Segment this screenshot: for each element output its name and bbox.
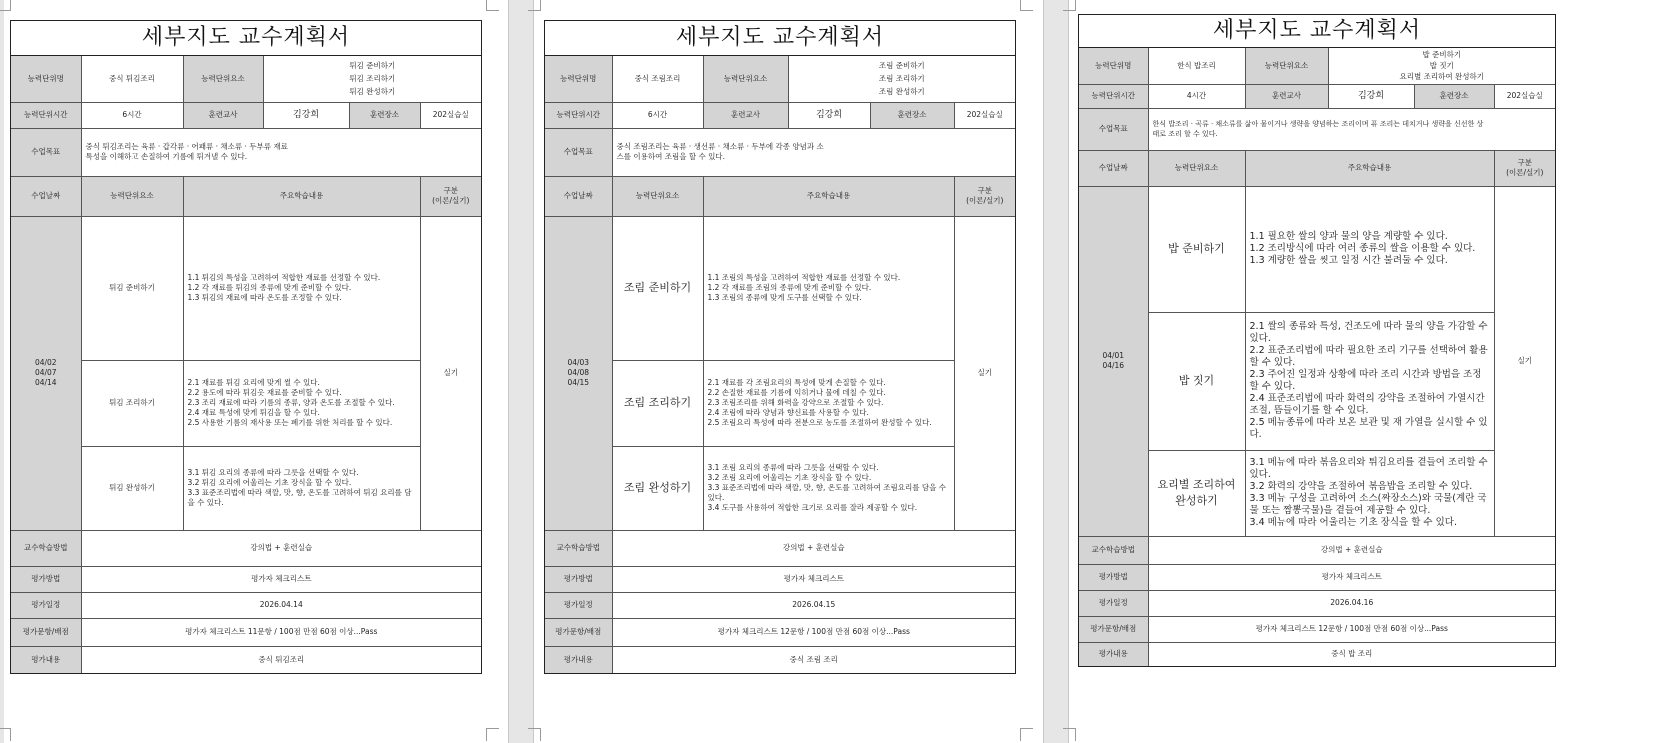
page-gutter (1043, 0, 1069, 743)
page-gutter (508, 0, 534, 743)
row-element: 튀김 완성하기 (81, 446, 183, 530)
category-value: 실기 (1494, 186, 1555, 536)
element-label: 능력단위요소 (1245, 48, 1328, 84)
eval-method-value: 평가자 체크리스트 (81, 566, 481, 592)
element-item: 조림 준비하기 (878, 61, 925, 71)
row-content: 1.1 필요한 쌀의 양과 물의 양을 계량할 수 있다. 1.2 조리방식에 따라 여러 종류의 쌀을 이용할 수 있다. 1.3 계량한 쌀을 씻고 일정 시간 불려둘 수 있다. (1245, 186, 1494, 312)
eval-date-label: 평가일정 (1079, 590, 1148, 616)
main-content-header: 주요학습내용 (183, 176, 420, 216)
unit-name-value: 한식 밥조리 (1148, 48, 1245, 84)
class-dates: 04/01 04/16 (1079, 186, 1148, 536)
eval-method-label: 평가방법 (1079, 564, 1148, 590)
element-label: 능력단위요소 (703, 56, 788, 102)
hours-label: 능력단위시간 (1079, 84, 1148, 108)
teaching-method-label: 교수학습방법 (11, 530, 81, 566)
element-item: 튀김 준비하기 (349, 61, 396, 71)
objective-label: 수업목표 (545, 128, 612, 176)
instructor-value: 김강희 (1328, 84, 1414, 108)
category-value: 실기 (420, 216, 481, 530)
instructor-label: 훈련교사 (703, 102, 788, 128)
eval-items-value: 평가자 체크리스트 12문항 / 100점 만점 60점 이상...Pass (1148, 616, 1555, 642)
hours-label: 능력단위시간 (545, 102, 612, 128)
place-label: 훈련장소 (349, 102, 420, 128)
teaching-method-value: 강의법 + 훈련실습 (1148, 536, 1555, 564)
eval-content-value: 중식 조림 조리 (612, 646, 1015, 673)
eval-method-label: 평가방법 (11, 566, 81, 592)
teaching-method-label: 교수학습방법 (545, 530, 612, 566)
objective-label: 수업목표 (11, 128, 81, 176)
place-label: 훈련장소 (870, 102, 954, 128)
row-content: 2.1 재료를 튀김 요리에 맞게 썰 수 있다. 2.2 용도에 따라 튀김옷 재료를 준비할 수 있다. 2.3 조리 재료에 따라 기름의 종류, 양과 온도를 조절할 수 있다. 2.4 재료 특성에 맞게 튀김을 할 수 있다. 2.5 사용한 기름의 재사용 또는 폐기를 위한 처리를 할 수 있다. (183, 360, 420, 446)
element-item: 튀김 조리하기 (349, 74, 396, 84)
row-content: 2.1 재료를 각 조림요리의 특성에 맞게 손질할 수 있다. 2.2 손질한 재료를 기름에 익히거나 물에 데칠 수 있다. 2.3 조림조리를 위해 화력을 강약으로 조절할 수 있다. 2.4 조림에 따라 양념과 향신료를 사용할 수 있다. 2.5 조림요리 특성에 따라 전분으로 농도를 조절하여 완성할 수 있다. (703, 360, 954, 446)
row-element: 조림 완성하기 (612, 446, 703, 530)
element-item: 조림 완성하기 (878, 87, 925, 97)
element-list (1328, 48, 1555, 84)
row-element: 요리별 조리하여 완성하기 (1148, 450, 1245, 536)
unit-name-label: 능력단위명 (11, 56, 81, 102)
eval-date-value: 2026.04.16 (1148, 590, 1555, 616)
eval-date-label: 평가일정 (545, 592, 612, 618)
category-value: 실기 (954, 216, 1015, 530)
element-list (788, 56, 1015, 102)
row-content: 1.1 조림의 특성을 고려하여 적합한 재료를 선정할 수 있다. 1.2 각 재료를 조림의 종류에 맞게 준비할 수 있다. 1.3 조림의 종류에 맞게 도구를 선택할 수 있다. (703, 216, 954, 360)
eval-items-label: 평가문항/배점 (1079, 616, 1148, 642)
row-content: 1.1 튀김의 특성을 고려하여 적합한 재료를 선정할 수 있다. 1.2 각 재료를 튀김의 종류에 맞게 준비할 수 있다. 1.3 튀김의 재료에 따라 온도를 조정할 수 있다. (183, 216, 420, 360)
element-header: 능력단위요소 (1148, 150, 1245, 186)
row-element: 튀김 조리하기 (81, 360, 183, 446)
document-title: 세부지도 교수계획서 (11, 21, 481, 56)
row-element: 조림 조리하기 (612, 360, 703, 446)
eval-date-value: 2026.04.14 (81, 592, 481, 618)
eval-date-label: 평가일정 (11, 592, 81, 618)
plan-frame (10, 20, 482, 674)
teaching-method-value: 강의법 + 훈련실습 (81, 530, 481, 566)
eval-items-label: 평가문항/배점 (11, 618, 81, 646)
row-content: 3.1 튀김 요리의 종류에 따라 그릇을 선택할 수 있다. 3.2 튀김 요리에 어울리는 기초 장식을 할 수 있다. 3.3 표준조리법에 따라 색깔, 맛, 향, 온도를 고려하여 튀김 요리를 담을 수 있다. (183, 446, 420, 530)
plan-frame (544, 20, 1016, 674)
eval-content-label: 평가내용 (545, 646, 612, 673)
instructor-label: 훈련교사 (1245, 84, 1328, 108)
row-element: 밥 준비하기 (1148, 186, 1245, 312)
place-value: 202실습실 (420, 102, 481, 128)
teaching-method-label: 교수학습방법 (1079, 536, 1148, 564)
row-content: 3.1 조림 요리의 종류에 따라 그릇을 선택할 수 있다. 3.2 조림 요리에 어울리는 기초 장식을 할 수 있다. 3.3 표준조리법에 따라 색깔, 맛, 향, 온도를 고려하여 조림요리를 담을 수 있다. 3.4 도구를 사용하여 적합한 크기로 요리를 잘라 제공할 수 있다. (703, 446, 954, 530)
eval-content-label: 평가내용 (11, 646, 81, 673)
plan-frame (1078, 14, 1556, 667)
hours-value: 4시간 (1148, 84, 1245, 108)
element-item: 밥 준비하기 (1422, 50, 1462, 60)
plan-table (545, 56, 1015, 673)
element-item: 요리별 조리하여 완성하기 (1399, 72, 1484, 82)
eval-date-value: 2026.04.15 (612, 592, 1015, 618)
element-header: 능력단위요소 (612, 176, 703, 216)
place-label: 훈련장소 (1414, 84, 1494, 108)
document-title: 세부지도 교수계획서 (545, 21, 1015, 56)
eval-items-label: 평가문항/배점 (545, 618, 612, 646)
objective-label: 수업목표 (1079, 108, 1148, 150)
class-dates: 04/03 04/08 04/15 (545, 216, 612, 530)
place-value: 202실습실 (954, 102, 1015, 128)
row-element: 튀김 준비하기 (81, 216, 183, 360)
eval-method-value: 평가자 체크리스트 (1148, 564, 1555, 590)
objective-text: 한식 밥조리 · 곡류 · 채소류를 삶아 물이거나 생략을 양념하는 조리이며 퓨 조리는 데치거나 생략을 신선한 상 태로 조리 할 수 있다. (1148, 108, 1555, 150)
category-header: 구분 (이론/실기) (1494, 150, 1555, 186)
hours-value: 6시간 (612, 102, 703, 128)
instructor-value: 김강희 (263, 102, 349, 128)
eval-items-value: 평가자 체크리스트 11문항 / 100점 만점 60점 이상...Pass (81, 618, 481, 646)
document-title: 세부지도 교수계획서 (1079, 15, 1555, 48)
place-value: 202실습실 (1494, 84, 1555, 108)
plan-table (11, 56, 481, 673)
eval-method-value: 평가자 체크리스트 (612, 566, 1015, 592)
hours-value: 6시간 (81, 102, 183, 128)
eval-content-value: 중식 튀김조리 (81, 646, 481, 673)
hours-label: 능력단위시간 (11, 102, 81, 128)
main-content-header: 주요학습내용 (1245, 150, 1494, 186)
instructor-value: 김강희 (788, 102, 870, 128)
row-element: 조림 준비하기 (612, 216, 703, 360)
row-content: 3.1 메뉴에 따라 볶음요리와 튀김요리를 곁들여 조리할 수 있다. 3.2 화력의 강약을 조절하여 볶음밥을 조리할 수 있다. 3.3 메뉴 구성을 고려하여 소스(짜장소스)와 국물(계란 국물 또는 짬뽕국물)을 곁들여 제공할 수 있다. 3.4 메뉴에 따라 어울리는 기초 장식을 할 수 있다. (1245, 450, 1494, 536)
element-item: 밥 짓기 (1429, 61, 1454, 71)
eval-content-value: 중식 밥 조리 (1148, 642, 1555, 666)
element-item: 튀김 완성하기 (349, 87, 396, 97)
class-date-label: 수업날짜 (11, 176, 81, 216)
eval-method-label: 평가방법 (545, 566, 612, 592)
unit-name-value: 중식 튀김조리 (81, 56, 183, 102)
element-label: 능력단위요소 (183, 56, 263, 102)
category-header: 구분 (이론/실기) (954, 176, 1015, 216)
class-dates: 04/02 04/07 04/14 (11, 216, 81, 530)
main-content-header: 주요학습내용 (703, 176, 954, 216)
objective-text: 중식 튀김조리는 육류 · 갑각류 · 어패류 · 채소류 · 두부류 재료 특성을 이해하고 손질하여 기름에 튀겨낼 수 있다. (81, 128, 481, 176)
eval-content-label: 평가내용 (1079, 642, 1148, 666)
document-page-1 (4, 0, 508, 743)
document-page-2 (534, 0, 1043, 743)
category-header: 구분 (이론/실기) (420, 176, 481, 216)
element-list (263, 56, 481, 102)
teaching-method-value: 강의법 + 훈련실습 (612, 530, 1015, 566)
plan-table (1079, 48, 1555, 666)
unit-name-value: 중식 조림조리 (612, 56, 703, 102)
objective-text: 중식 조림조리는 육류 · 생선류 · 채소류 · 두부에 각종 양념과 소 스를 이용하여 조림을 할 수 있다. (612, 128, 1015, 176)
row-content: 2.1 쌀의 종류와 특성, 건조도에 따라 물의 양을 가감할 수 있다. 2.2 표준조리법에 따라 필요한 조리 기구를 선택하여 활용할 수 있다. 2.3 주어진 일정과 상황에 따라 조리 시간과 방법을 조정할 수 있다. 2.4 표준조리법에 따라 화력의 강약을 조절하여 가열시간 조절, 뜸들이기를 할 수 있다. 2.5 메뉴종류에 따라 보온 보관 및 재 가열을 실시할 수 있다. (1245, 312, 1494, 450)
instructor-label: 훈련교사 (183, 102, 263, 128)
unit-name-label: 능력단위명 (1079, 48, 1148, 84)
row-element: 밥 짓기 (1148, 312, 1245, 450)
document-page-3 (1069, 0, 1658, 743)
class-date-label: 수업날짜 (1079, 150, 1148, 186)
element-item: 조림 조리하기 (878, 74, 925, 84)
unit-name-label: 능력단위명 (545, 56, 612, 102)
class-date-label: 수업날짜 (545, 176, 612, 216)
eval-items-value: 평가자 체크리스트 12문항 / 100점 만점 60점 이상...Pass (612, 618, 1015, 646)
element-header: 능력단위요소 (81, 176, 183, 216)
